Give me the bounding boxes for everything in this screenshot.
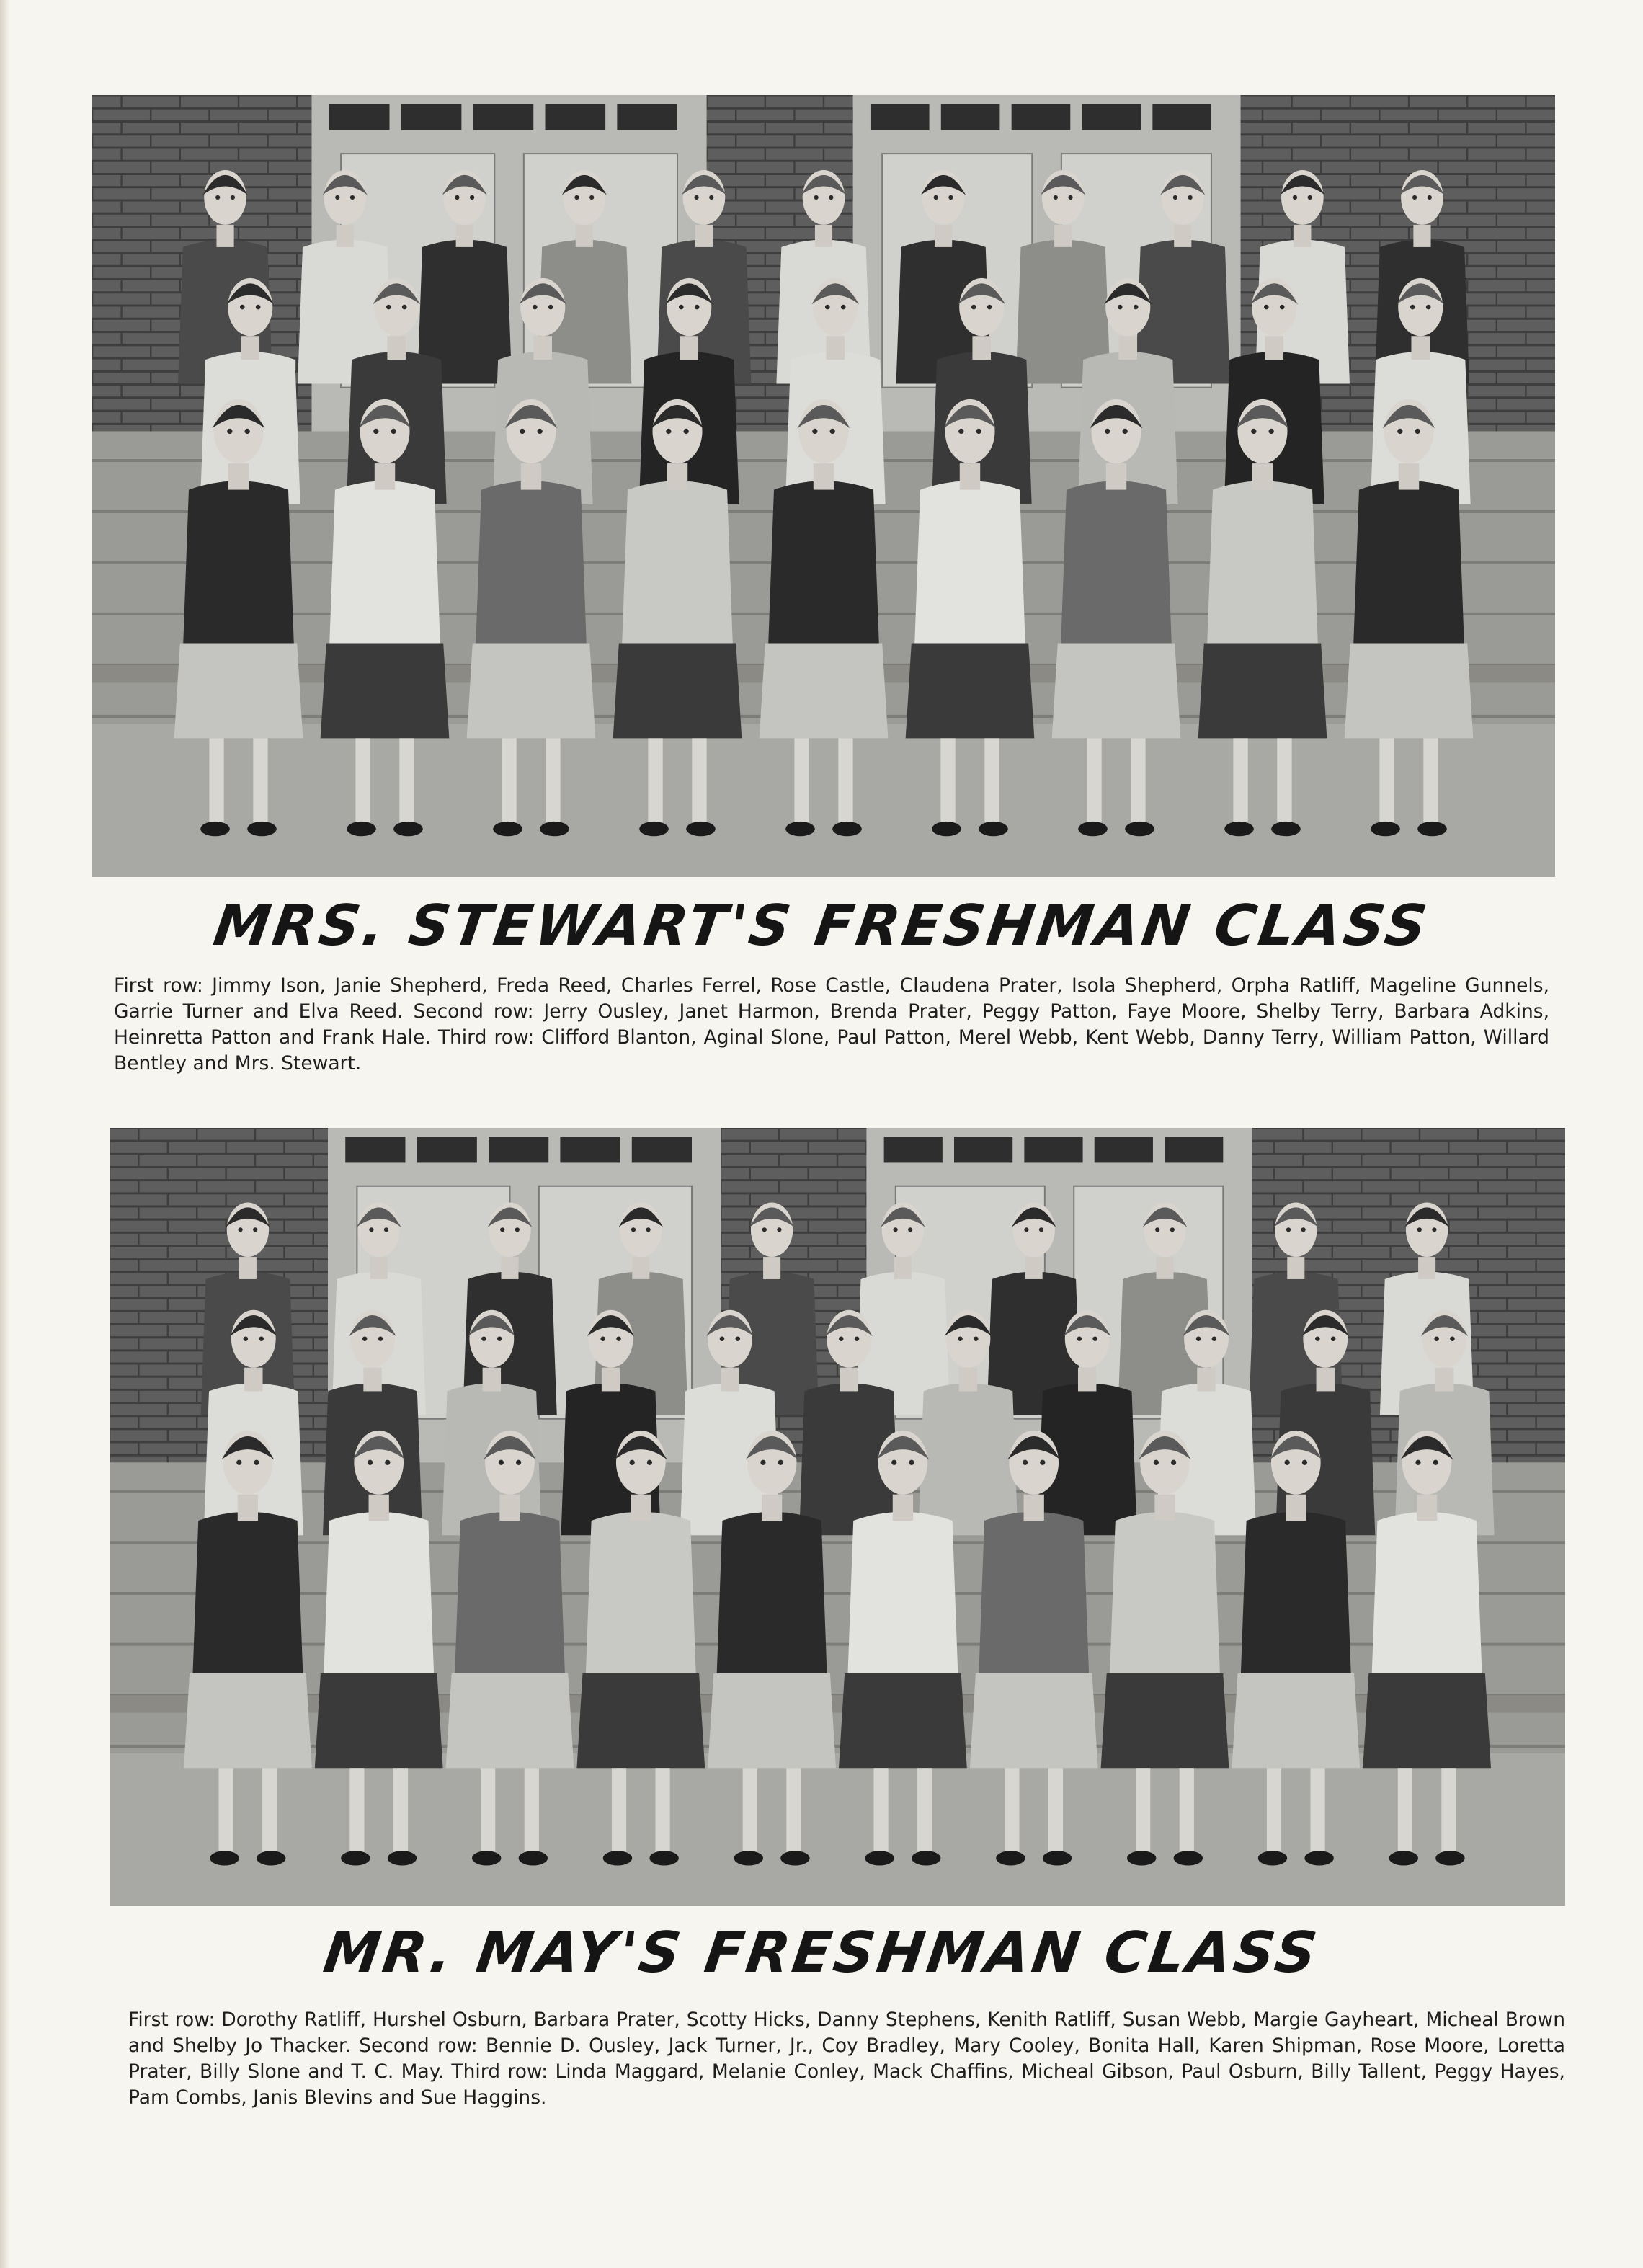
- class-photo-may: [110, 1128, 1565, 1906]
- section-title-may: [0, 1921, 1643, 1985]
- caption-may: First row: Dorothy Ratliff, Hurshel Osburn, Barbara Prater, Scotty Hicks, Danny Stephens, Kenith Ratliff, Susan Webb, Margie Gayheart, Micheal Brown and Shelby Jo Thacker. Second row: Bennie D. Ousley, Jack Turner, Jr., Coy Bradley, Mary Cooley, Bonita Hall, Karen Shipman, Rose Moore, Loretta Prater, Billy Slone and T. C. May. Third row: Linda Maggard, Melanie Conley, Mack Chaffins, Micheal Gibson, Paul Osburn, Billy Tallent, Peggy Hayes, Pam Combs, Janis Blevins and Sue Haggins.: [128, 2009, 1565, 2109]
- section-title-text: MRS. STEWART'S FRESHMAN CLASS: [210, 894, 1433, 959]
- photo-image: [92, 95, 1555, 877]
- section-title-text: MR. MAY'S FRESHMAN CLASS: [319, 1921, 1324, 1985]
- photo-image: [110, 1128, 1565, 1906]
- caption-stewart: First row: Jimmy Ison, Janie Shepherd, Freda Reed, Charles Ferrel, Rose Castle, Claudena Prater, Isola Shepherd, Orpha Ratliff, Mageline Gunnels, Garrie Turner and Elva Reed. Second row: Jerry Ousley, Janet Harmon, Brenda Prater, Peggy Patton, Faye Moore, Shelby Terry, Barbara Adkins, Heinretta Patton and Frank Hale. Third row: Clifford Blanton, Aginal Slone, Paul Patton, Merel Webb, Kent Webb, Danny Terry, William Patton, Willard Bentley and Mrs. Stewart.: [114, 974, 1549, 1075]
- class-photo-stewart: [92, 95, 1555, 877]
- section-title-stewart: [0, 894, 1643, 959]
